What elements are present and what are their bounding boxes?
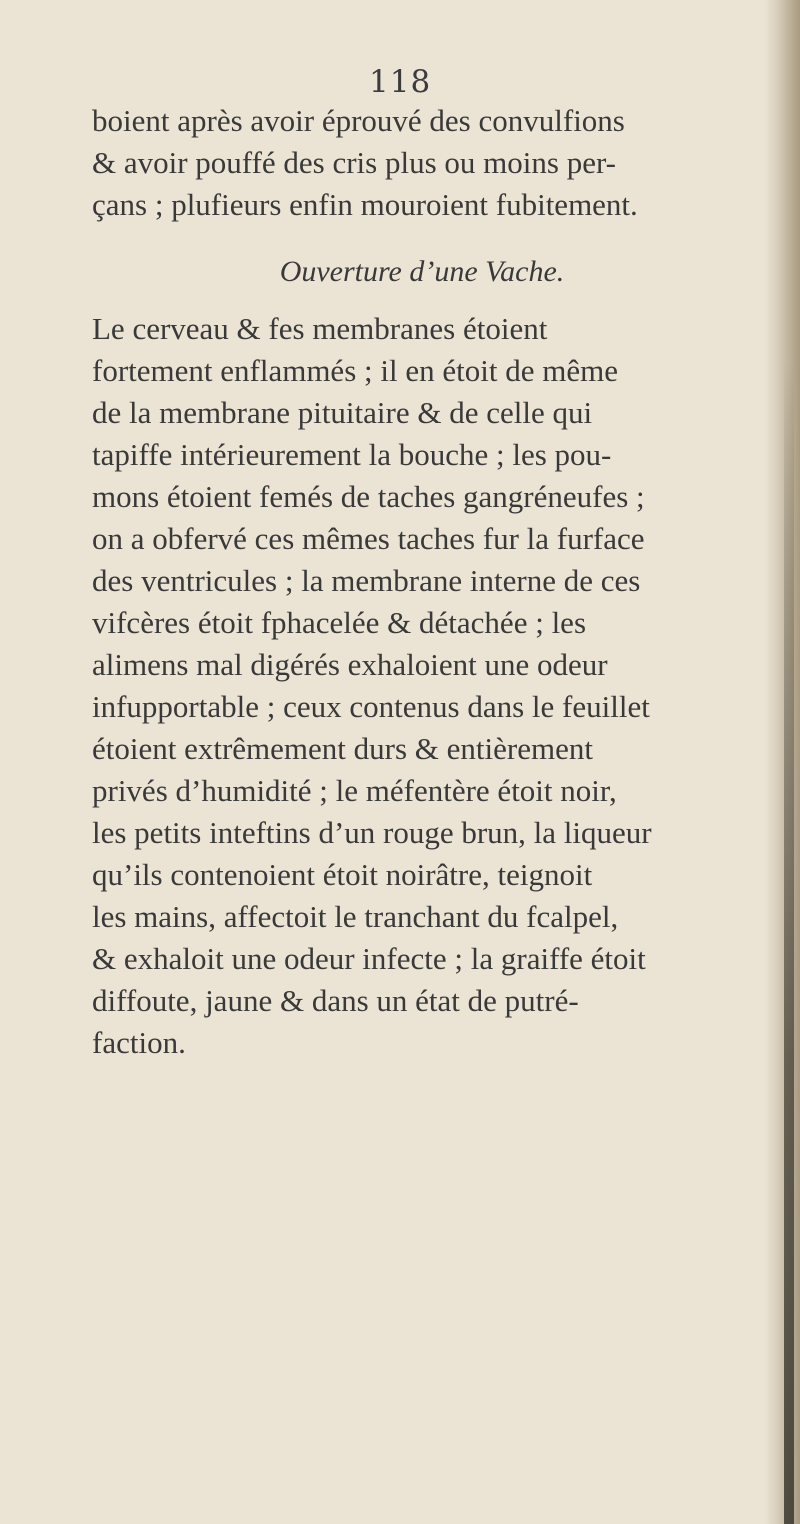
text-line: qu’ils contenoient étoit noirâtre, teignoit: [92, 857, 593, 892]
text-line: faction.: [92, 1025, 186, 1060]
text-line: boient après avoir éprouvé des convulfions: [92, 103, 625, 138]
text-line: les mains, affectoit le tranchant du fcalpel,: [92, 899, 619, 934]
text-line: de la membrane pituitaire & de celle qui: [92, 395, 593, 430]
section-heading: Ouverture d’une Vache.: [279, 255, 565, 288]
text-line: infupportable ; ceux contenus dans le feuillet: [92, 689, 650, 724]
text-line: les petits inteftins d’un rouge brun, la liqueur: [92, 815, 652, 850]
text-line: çans ; plufieurs enfin mouroient fubitement.: [92, 187, 638, 222]
binding-shadow: [784, 360, 794, 1524]
text-line: & exhaloit une odeur infecte ; la graiffe étoit: [92, 941, 646, 976]
page-number: 118: [369, 64, 432, 100]
text-line: tapiffe intérieurement la bouche ; les pou-: [92, 437, 612, 472]
text-line: mons étoient femés de taches gangréneufes ;: [92, 479, 645, 514]
text-line: privés d’humidité ; le méfentère étoit noir,: [92, 773, 617, 808]
text-line: vifcères étoit fphacelée & détachée ; les: [92, 605, 587, 640]
text-line: Le cerveau & fes membranes étoient: [92, 311, 548, 346]
text-line: alimens mal digérés exhaloient une odeur: [92, 647, 608, 682]
body-text: [92, 100, 752, 1064]
text-line: fortement enflammés ; il en étoit de même: [92, 353, 618, 388]
text-line: des ventricules ; la membrane interne de ces: [92, 563, 641, 598]
text-line: & avoir pouffé des cris plus ou moins per-: [92, 145, 616, 180]
text-line: diffoute, jaune & dans un état de putré-: [92, 983, 579, 1018]
text-line: on a obfervé ces mêmes taches fur la furface: [92, 521, 645, 556]
page-edge-shadow: [764, 0, 800, 1524]
text-line: étoient extrêmement durs & entièrement: [92, 731, 593, 766]
